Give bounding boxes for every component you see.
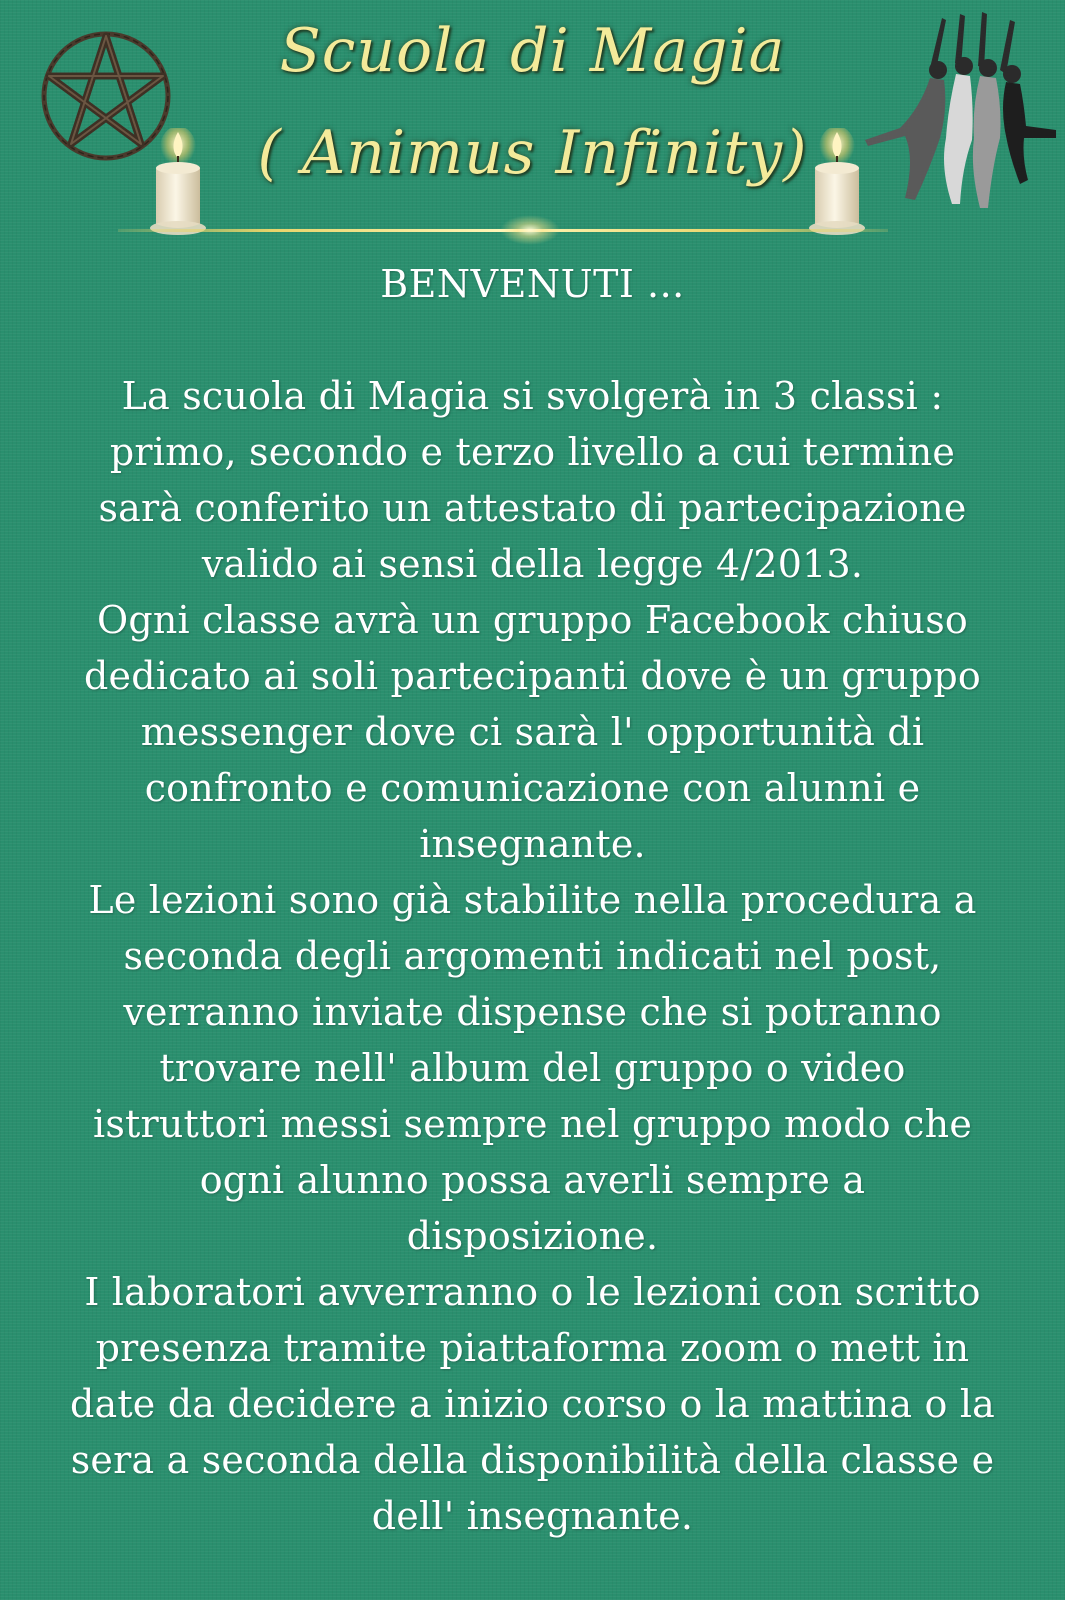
text-line: istruttori messi sempre nel gruppo modo che (92, 1102, 973, 1146)
text-line: presenza tramite piattaforma zoom o mett in (95, 1326, 970, 1370)
paragraph-lessons (40, 872, 1025, 1264)
paragraph-classes (40, 368, 1025, 592)
header (0, 0, 1065, 250)
text-line: confronto e comunicazione con alunni e (144, 766, 921, 810)
text-line: verranno inviate dispense che si potranno (123, 990, 942, 1034)
title-line-2: ( Animus Infinity) (257, 118, 808, 188)
paragraph-facebook-group (40, 592, 1025, 872)
text-line: sarà conferito un attestato di partecipazione (98, 486, 967, 530)
text-line: valido ai sensi della legge 4/2013. (201, 542, 864, 586)
text-line: Le lezioni sono già stabilite nella procedura a (88, 878, 977, 922)
spacer (40, 312, 1025, 368)
text-line: date da decidere a inizio corso o la mattina o la (69, 1382, 996, 1426)
text-line: disposizione. (406, 1214, 659, 1258)
paragraph-workshops (40, 1264, 1025, 1544)
text-line: Ogni classe avrà un gruppo Facebook chiuso (96, 598, 969, 642)
text-line: I laboratori avverranno o le lezioni con scritto (84, 1270, 981, 1314)
text-line: La scuola di Magia si svolgerà in 3 classi : (121, 374, 944, 418)
text-line: sera a seconda della disponibilità della classe e (70, 1438, 995, 1482)
text-line: seconda degli argomenti indicati nel post, (123, 934, 942, 978)
text-line: dell' insegnante. (371, 1494, 694, 1538)
divider-glow (500, 215, 560, 245)
text-line: ogni alunno possa averli sempre a (199, 1158, 866, 1202)
main-content (40, 256, 1025, 1544)
text-line: dedicato ai soli partecipanti dove è un gruppo (84, 654, 981, 698)
text-line: insegnante. (419, 822, 646, 866)
text-line: messenger dove ci sarà l' opportunità di (140, 710, 925, 754)
text-line: trovare nell' album del gruppo o video (159, 1046, 906, 1090)
welcome-heading: BENVENUTI ... (380, 262, 685, 306)
text-line: primo, secondo e terzo livello a cui termine (109, 430, 956, 474)
title-line-1: Scuola di Magia (279, 16, 786, 86)
